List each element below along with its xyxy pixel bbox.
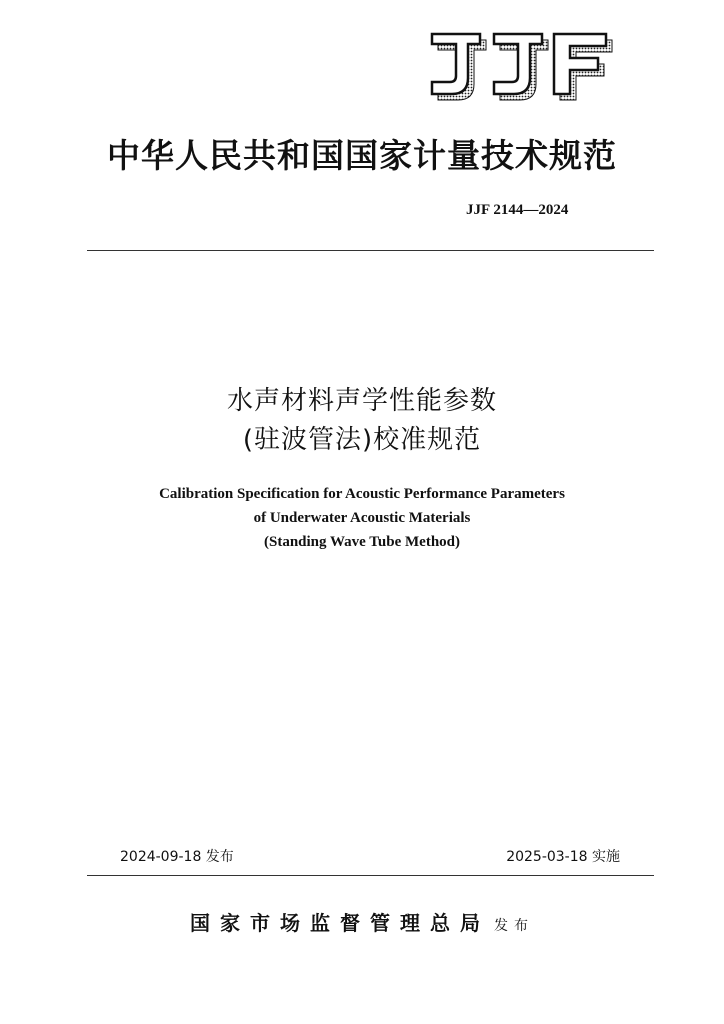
chinese-title-line-2: (驻波管法)校准规范: [242, 425, 482, 455]
publisher-action: 发布: [494, 918, 534, 934]
publisher-name: 国家市场监督管理总局: [190, 911, 490, 935]
english-title-line-1: Calibration Specification for Acoustic Performance Parameters: [159, 486, 565, 502]
english-title-line-3: (Standing Wave Tube Method): [263, 534, 461, 550]
english-title-line-2: of Underwater Acoustic Materials: [253, 510, 471, 526]
jjf-logo: [428, 32, 614, 104]
issue-date: 2024-09-18 发布: [120, 849, 234, 865]
publisher-line: [0, 907, 724, 936]
top-divider: [87, 250, 654, 251]
issuing-authority-title: 中华人民共和国国家计量技术规范: [107, 136, 617, 175]
document-number: JJF 2144—2024: [466, 202, 569, 218]
chinese-title-line-1: 水声材料声学性能参数: [226, 386, 497, 416]
effective-date: 2025-03-18 实施: [506, 849, 620, 865]
bottom-divider: [87, 875, 654, 876]
